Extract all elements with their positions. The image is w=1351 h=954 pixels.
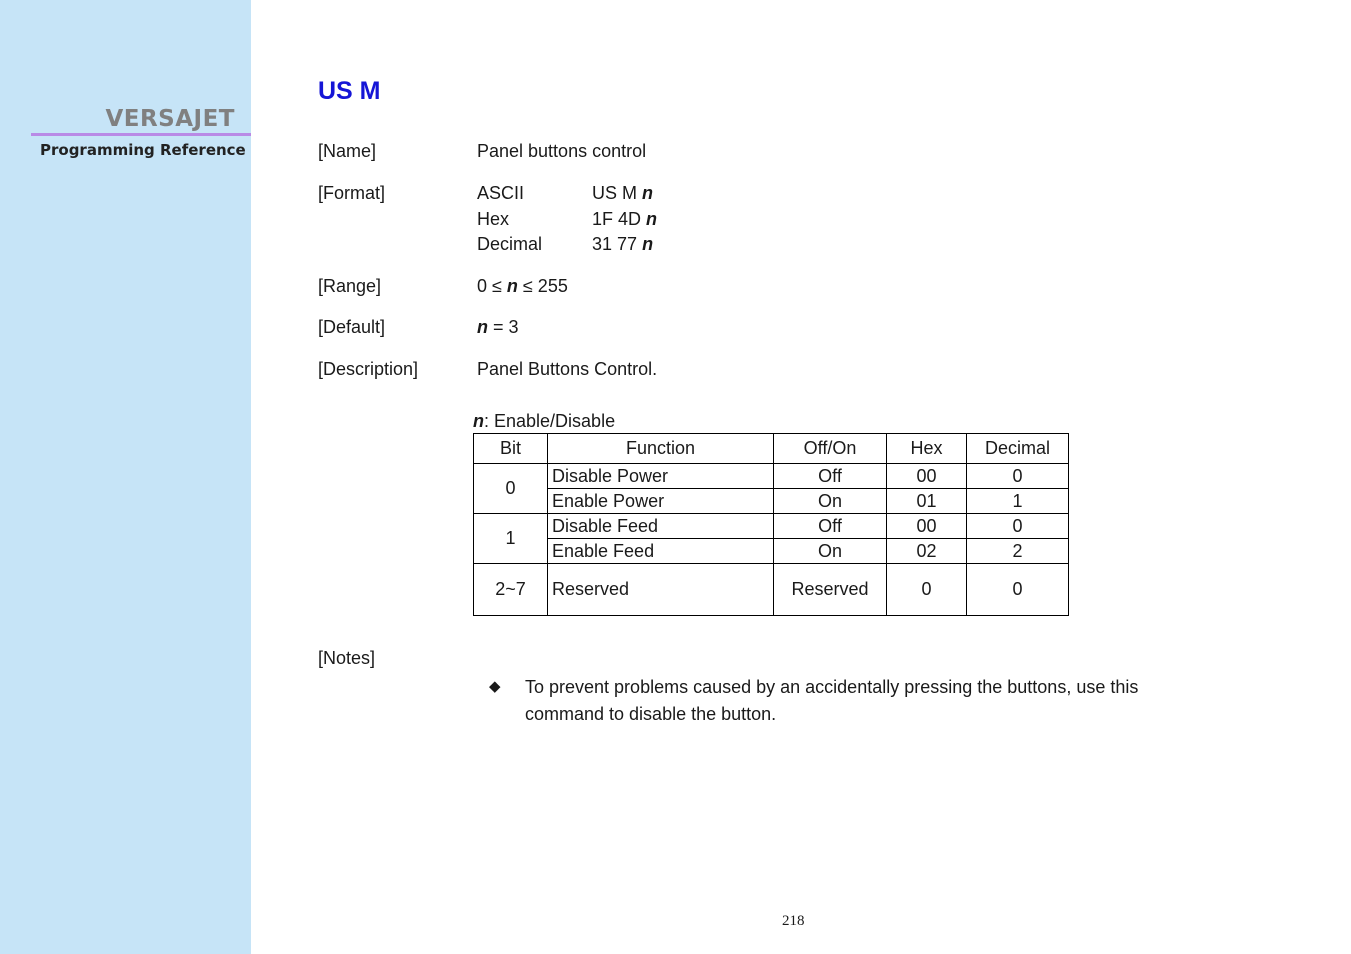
state-cell: Off (774, 514, 887, 539)
diamond-bullet-icon: ◆ (489, 678, 501, 695)
function-cell: Enable Power (548, 489, 774, 514)
header-bit: Bit (474, 434, 548, 464)
format-value-decimal: 31 77 n (592, 234, 654, 254)
hex-cell: 02 (887, 539, 967, 564)
decimal-cell: 1 (967, 489, 1069, 514)
notes-label: [Notes] (318, 648, 376, 668)
table-caption: n: Enable/Disable (473, 411, 616, 431)
table-header-row (474, 434, 1069, 464)
table-row (474, 514, 1069, 539)
brand-divider (31, 133, 251, 136)
page-number: 218 (782, 913, 805, 929)
bit-cell: 0 (474, 464, 548, 514)
bit-table (473, 433, 1069, 616)
state-cell: On (774, 489, 887, 514)
format-label: [Format] (318, 183, 386, 203)
format-kind-ascii: ASCII (477, 183, 525, 203)
header-off-on: Off/On (774, 434, 887, 464)
header-hex: Hex (887, 434, 967, 464)
table-row (474, 539, 1069, 564)
bit-cell: 2~7 (474, 564, 548, 616)
decimal-cell: 0 (967, 514, 1069, 539)
range-label: [Range] (318, 276, 382, 296)
function-cell: Disable Feed (548, 514, 774, 539)
default-label: [Default] (318, 317, 386, 337)
decimal-cell: 0 (967, 564, 1069, 616)
decimal-cell: 2 (967, 539, 1069, 564)
name-value: Panel buttons control (477, 141, 647, 161)
state-cell: Off (774, 464, 887, 489)
format-value-hex: 1F 4D n (592, 209, 658, 229)
header-function: Function (548, 434, 774, 464)
range-value: 0 ≤ n ≤ 255 (477, 276, 568, 296)
table-row (474, 564, 1069, 616)
sidebar-subtitle: Programming Reference (40, 141, 246, 159)
description-label: [Description] (318, 359, 419, 379)
name-label: [Name] (318, 141, 377, 161)
bit-cell: 1 (474, 514, 548, 564)
default-value: n = 3 (477, 317, 519, 337)
format-value-ascii: US M n (592, 183, 654, 203)
function-cell: Reserved (548, 564, 774, 616)
brand-logo: VERSAJET (105, 106, 235, 132)
function-cell: Enable Feed (548, 539, 774, 564)
page-title: US M (318, 77, 381, 105)
note-item: To prevent problems caused by an accidentally pressing the buttons, use this command to disable the button. (525, 677, 1139, 724)
state-cell: Reserved (774, 564, 887, 616)
table-row (474, 489, 1069, 514)
state-cell: On (774, 539, 887, 564)
header-decimal: Decimal (967, 434, 1069, 464)
decimal-cell: 0 (967, 464, 1069, 489)
description-value: Panel Buttons Control. (477, 359, 658, 379)
function-cell: Disable Power (548, 464, 774, 489)
hex-cell: 0 (887, 564, 967, 616)
format-kind-hex: Hex (477, 209, 510, 229)
hex-cell: 01 (887, 489, 967, 514)
sidebar (0, 0, 251, 954)
hex-cell: 00 (887, 514, 967, 539)
format-kind-decimal: Decimal (477, 234, 543, 254)
table-row (474, 464, 1069, 489)
hex-cell: 00 (887, 464, 967, 489)
